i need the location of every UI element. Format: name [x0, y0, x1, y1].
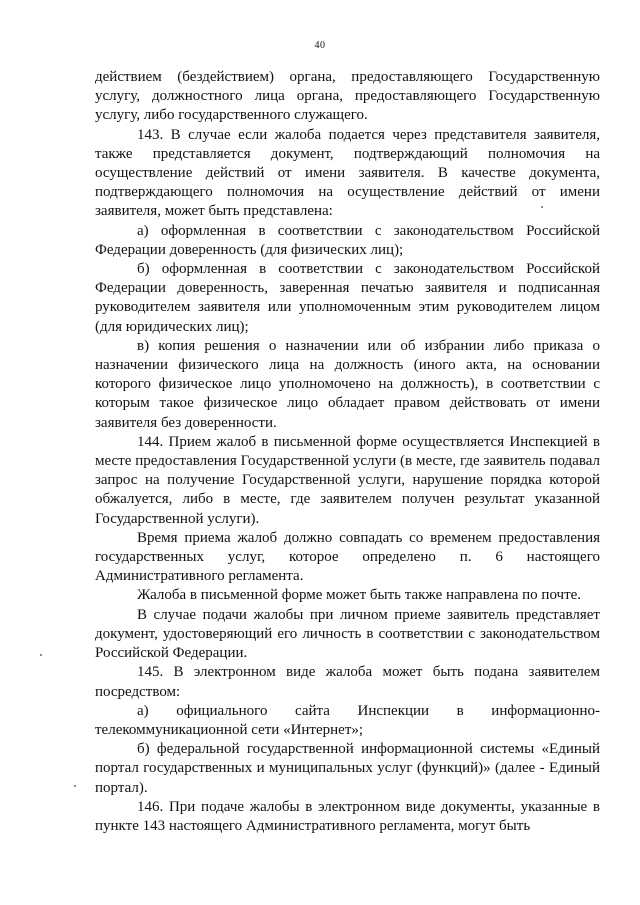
paragraph-continuation: действием (бездействием) органа, предоставляющего Государственную услугу, должностного лица органа, предоставляющего Государственную услугу, либо государственного служащего.	[95, 69, 600, 124]
paragraph-146: 146. При подаче жалобы в электронном виде документы, указанные в пункте 143 настоящего Административного регламента, могут быть	[95, 798, 600, 834]
paragraph-143-b: б) оформленная в соответствии с законодательством Российской Федерации доверенность, заверенная печатью заявителя и подписанная руководителем заявителя или уполномоченным этим руководителем лицом (для юридических лиц);	[95, 261, 600, 335]
paragraph-143-v: в) копия решения о назначении или об избрании либо приказа о назначении физического лица на должность (иного акта, на основании которого физическое лицо уполномочено на должность), в соответствии с которым такое физическое лицо обладает правом действовать от имени заявителя без доверенности.	[95, 337, 600, 431]
paragraph-144-personal: В случае подачи жалобы при личном приеме заявитель представляет документ, удостоверяющий его личность в соответствии с законодательством Российской Федерации.	[95, 606, 600, 662]
document-body	[95, 68, 600, 836]
paragraph-145: 145. В электронном виде жалоба может быть подана заявителем посредством:	[95, 664, 600, 700]
paragraph-144-time: Время приема жалоб должно совпадать со временем предоставления государственных услуг, которое определено п. 6 настоящего Административного регламента.	[95, 529, 600, 585]
paragraph-144-mail: Жалоба в письменной форме может быть также направлена по почте.	[137, 587, 582, 604]
paragraph-144: 144. Прием жалоб в письменной форме осуществляется Инспекцией в месте предоставления Государственной услуги (в месте, где заявитель подавал запрос на получение Государственной услуги, нарушение порядка которой обжалуется, либо в месте, где заявителем получен результат указанной Государственной услуги).	[95, 433, 600, 527]
scan-speck	[541, 206, 543, 208]
page-number: 40	[314, 40, 326, 51]
paragraph-145-a: а) официального сайта Инспекции в информационно-телекоммуникационной сети «Интернет»;	[95, 702, 600, 738]
paragraph-143: 143. В случае если жалоба подается через представителя заявителя, также представляется документ, подтверждающий полномочия на осуществление действий от имени заявителя. В качестве документа, подтверждающего полномочия на осуществление действий от имени заявителя, может быть представлена:	[95, 126, 600, 220]
scan-speck	[40, 654, 42, 656]
paragraph-145-b: б) федеральной государственной информационной системы «Единый портал государственных и муниципальных услуг (функций)» (далее - Единый портал).	[95, 741, 600, 796]
scan-speck	[74, 785, 76, 787]
paragraph-143-a: а) оформленная в соответствии с законодательством Российской Федерации доверенность (для физических лиц);	[95, 222, 600, 258]
